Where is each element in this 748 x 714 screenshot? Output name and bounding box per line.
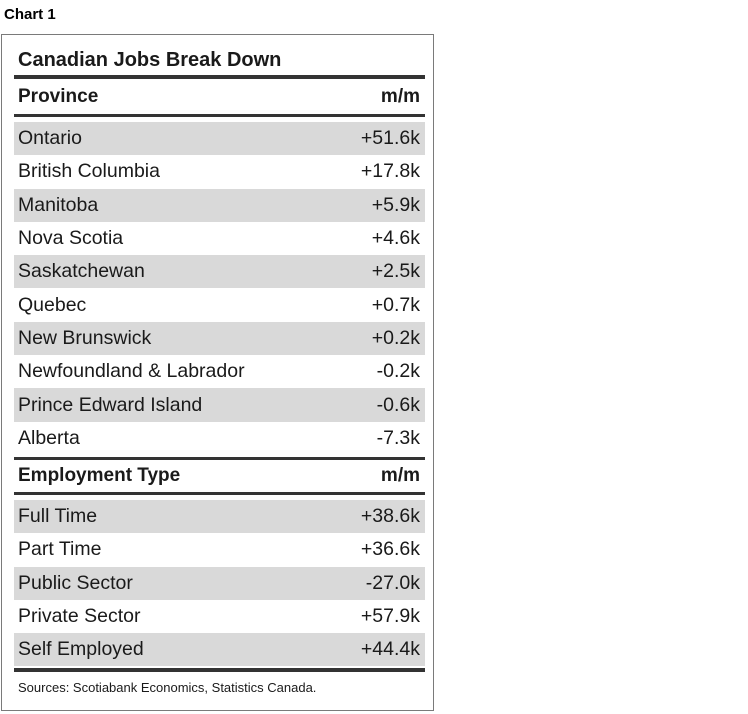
employment-rows: [14, 500, 425, 666]
chart-label: Chart 1: [4, 6, 56, 23]
employment-section-header: [14, 457, 425, 495]
row-label: Saskatchewan: [18, 260, 145, 283]
row-label: Self Employed: [18, 638, 144, 661]
table-row: [14, 122, 425, 155]
chart-frame: [1, 34, 434, 711]
row-label: Nova Scotia: [18, 227, 124, 250]
province-header-label: Province: [18, 85, 99, 107]
table-row: [14, 600, 425, 633]
row-value: -0.2k: [376, 360, 420, 383]
row-label: Manitoba: [18, 193, 99, 216]
province-value-header: m/m: [380, 85, 420, 107]
row-value: +57.9k: [360, 605, 420, 627]
table-title: Canadian Jobs Break Down: [14, 45, 425, 79]
table-row: [14, 255, 425, 288]
table-row: [14, 355, 425, 388]
row-label: Full Time: [18, 505, 98, 528]
row-label: Private Sector: [18, 605, 141, 627]
employment-header-label: Employment Type: [18, 464, 181, 486]
row-value: +4.6k: [371, 227, 420, 250]
row-label: British Columbia: [18, 160, 160, 183]
employment-value-header: m/m: [380, 464, 420, 486]
table-row: [14, 388, 425, 421]
row-label: Ontario: [18, 127, 82, 150]
province-section-header: [14, 79, 425, 117]
row-label: Public Sector: [18, 571, 133, 594]
table-row: [14, 155, 425, 188]
table-row: [14, 222, 425, 255]
row-label: Quebec: [18, 293, 87, 316]
row-value: -7.3k: [376, 426, 420, 449]
row-value: +51.6k: [360, 127, 420, 150]
table-row: [14, 288, 425, 321]
row-label: Newfoundland & Labrador: [18, 360, 245, 383]
row-value: +0.2k: [371, 326, 420, 349]
row-value: +36.6k: [360, 538, 420, 561]
table-row: [14, 633, 425, 666]
row-label: New Brunswick: [18, 326, 152, 349]
table-row: [14, 533, 425, 566]
row-value: -0.6k: [376, 393, 420, 416]
row-label: Part Time: [18, 538, 102, 561]
row-value: +44.4k: [360, 638, 420, 661]
row-value: +2.5k: [371, 260, 420, 283]
table-row: [14, 567, 425, 600]
row-value: +5.9k: [371, 193, 420, 216]
row-value: +38.6k: [360, 505, 420, 528]
source-note: Sources: Scotiabank Economics, Statistics Canada.: [18, 680, 317, 696]
table-row: [14, 189, 425, 222]
table-row: [14, 322, 425, 355]
row-value: -27.0k: [365, 571, 420, 594]
table-row: [14, 500, 425, 533]
table-row: [14, 422, 425, 455]
row-label: Prince Edward Island: [18, 393, 203, 416]
row-value: +0.7k: [371, 293, 420, 316]
province-rows: [14, 122, 425, 455]
row-label: Alberta: [18, 426, 80, 449]
jobs-table: [14, 45, 425, 695]
row-value: +17.8k: [360, 160, 420, 183]
